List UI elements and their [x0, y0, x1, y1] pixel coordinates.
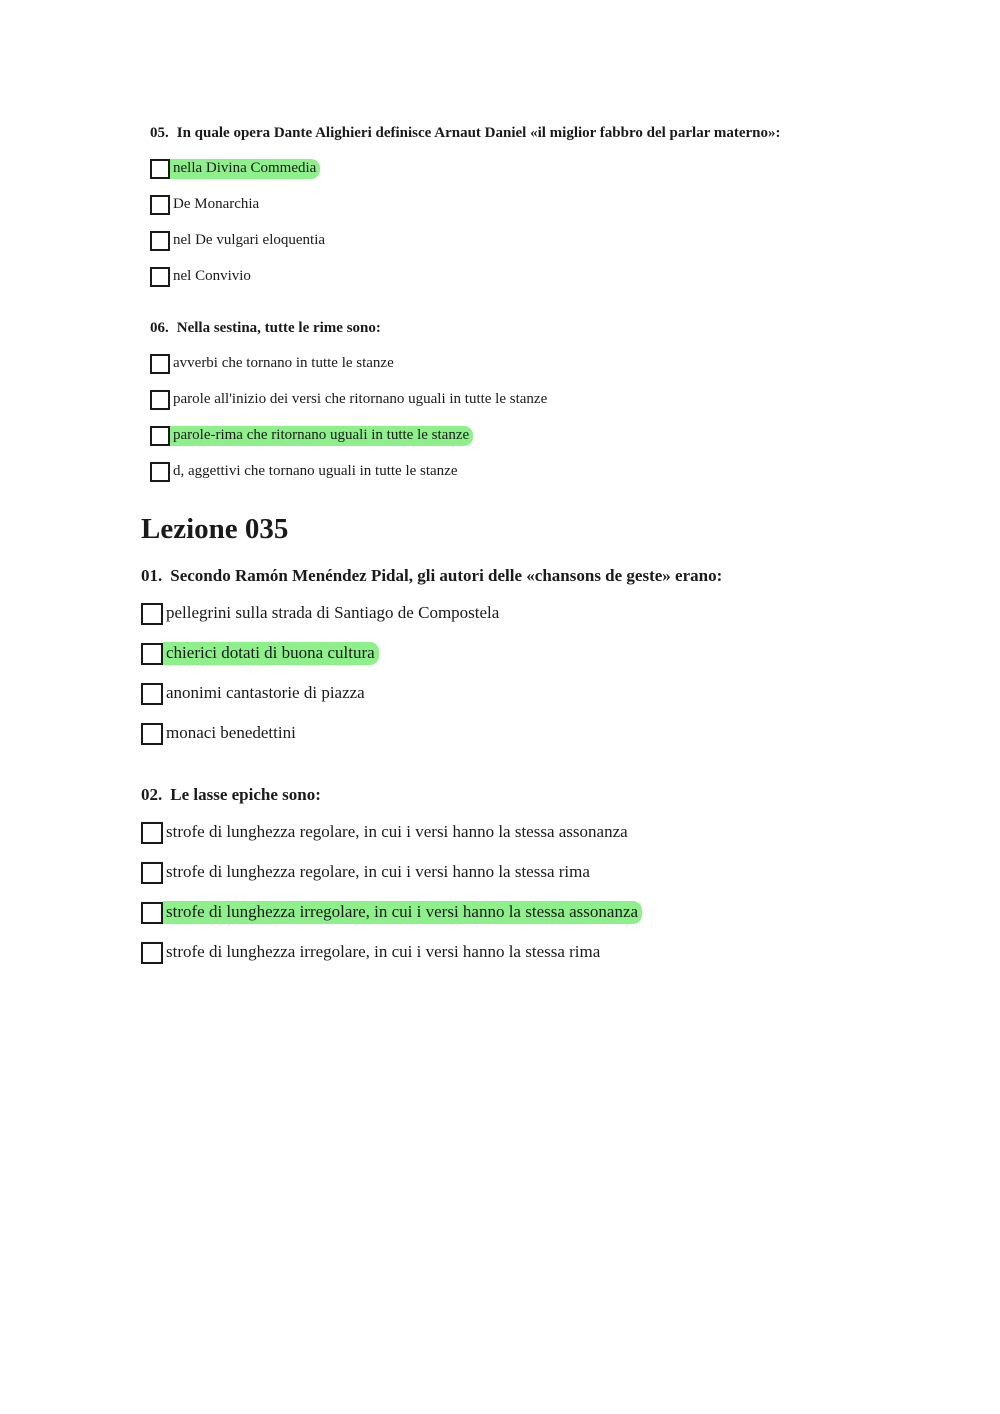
answer-checkbox[interactable]: [150, 390, 170, 410]
answer-option[interactable]: [141, 821, 632, 844]
answer-checkbox[interactable]: [141, 683, 163, 705]
answer-option[interactable]: [150, 231, 329, 251]
answer-option[interactable]: [141, 901, 642, 924]
question-05: [150, 125, 781, 142]
question-02: [141, 785, 321, 805]
answer-text: strofe di lunghezza irregolare, in cui i versi hanno la stessa rima: [166, 942, 601, 961]
answer-checkbox[interactable]: [150, 426, 170, 446]
answer-checkbox[interactable]: [141, 902, 163, 924]
answer-text: nel De vulgari eloquentia: [173, 232, 326, 248]
question-01: [141, 566, 722, 586]
answer-text: pellegrini sulla strada di Santiago de Compostela: [166, 603, 500, 622]
answer-checkbox[interactable]: [150, 159, 170, 179]
answer-text: parole-rima che ritornano uguali in tutte le stanze: [170, 426, 473, 446]
answer-option[interactable]: [150, 390, 551, 410]
answer-option[interactable]: [150, 195, 263, 215]
answer-option[interactable]: [141, 941, 604, 964]
answer-checkbox[interactable]: [150, 267, 170, 287]
question-text: Le lasse epiche sono:: [170, 785, 321, 804]
answer-text: chierici dotati di buona cultura: [163, 642, 379, 665]
answer-option[interactable]: [141, 722, 300, 745]
question-number: 01.: [141, 566, 163, 585]
question-text: Nella sestina, tutte le rime sono:: [176, 320, 381, 336]
answer-option[interactable]: [141, 861, 594, 884]
answer-option[interactable]: [141, 602, 503, 625]
answer-text: strofe di lunghezza irregolare, in cui i versi hanno la stessa assonanza: [163, 901, 642, 924]
answer-option[interactable]: [150, 426, 473, 446]
lesson-title: Lezione 035: [141, 513, 289, 545]
answer-checkbox[interactable]: [141, 723, 163, 745]
question-number: 06.: [150, 320, 169, 336]
answer-text: d, aggettivi che tornano uguali in tutte le stanze: [173, 463, 458, 479]
question-text: In quale opera Dante Alighieri definisce Arnaut Daniel «il miglior fabbro del parlar materno»:: [176, 125, 781, 141]
answer-option[interactable]: [150, 354, 398, 374]
answer-text: anonimi cantastorie di piazza: [166, 683, 365, 702]
answer-text: strofe di lunghezza regolare, in cui i versi hanno la stessa assonanza: [166, 822, 628, 841]
answer-option[interactable]: [150, 159, 320, 179]
answer-checkbox[interactable]: [150, 462, 170, 482]
answer-checkbox[interactable]: [150, 195, 170, 215]
answer-text: nel Convivio: [173, 268, 251, 284]
answer-text: strofe di lunghezza regolare, in cui i versi hanno la stessa rima: [166, 862, 590, 881]
question-06: [150, 320, 381, 337]
answer-checkbox[interactable]: [150, 231, 170, 251]
answer-checkbox[interactable]: [141, 942, 163, 964]
answer-option[interactable]: [141, 642, 379, 665]
question-number: 02.: [141, 785, 163, 804]
answer-checkbox[interactable]: [141, 603, 163, 625]
answer-checkbox[interactable]: [141, 822, 163, 844]
answer-text: parole all'inizio dei versi che ritornano uguali in tutte le stanze: [173, 391, 548, 407]
answer-text: avverbi che tornano in tutte le stanze: [173, 355, 394, 371]
answer-option[interactable]: [141, 682, 369, 705]
answer-option[interactable]: [150, 267, 255, 287]
answer-text: De Monarchia: [173, 196, 260, 212]
answer-text: monaci benedettini: [166, 723, 296, 742]
answer-checkbox[interactable]: [150, 354, 170, 374]
answer-checkbox[interactable]: [141, 643, 163, 665]
answer-text: nella Divina Commedia: [170, 159, 320, 179]
question-number: 05.: [150, 125, 169, 141]
answer-option[interactable]: [150, 462, 462, 482]
answer-checkbox[interactable]: [141, 862, 163, 884]
question-text: Secondo Ramón Menéndez Pidal, gli autori delle «chansons de geste» erano:: [170, 566, 723, 585]
